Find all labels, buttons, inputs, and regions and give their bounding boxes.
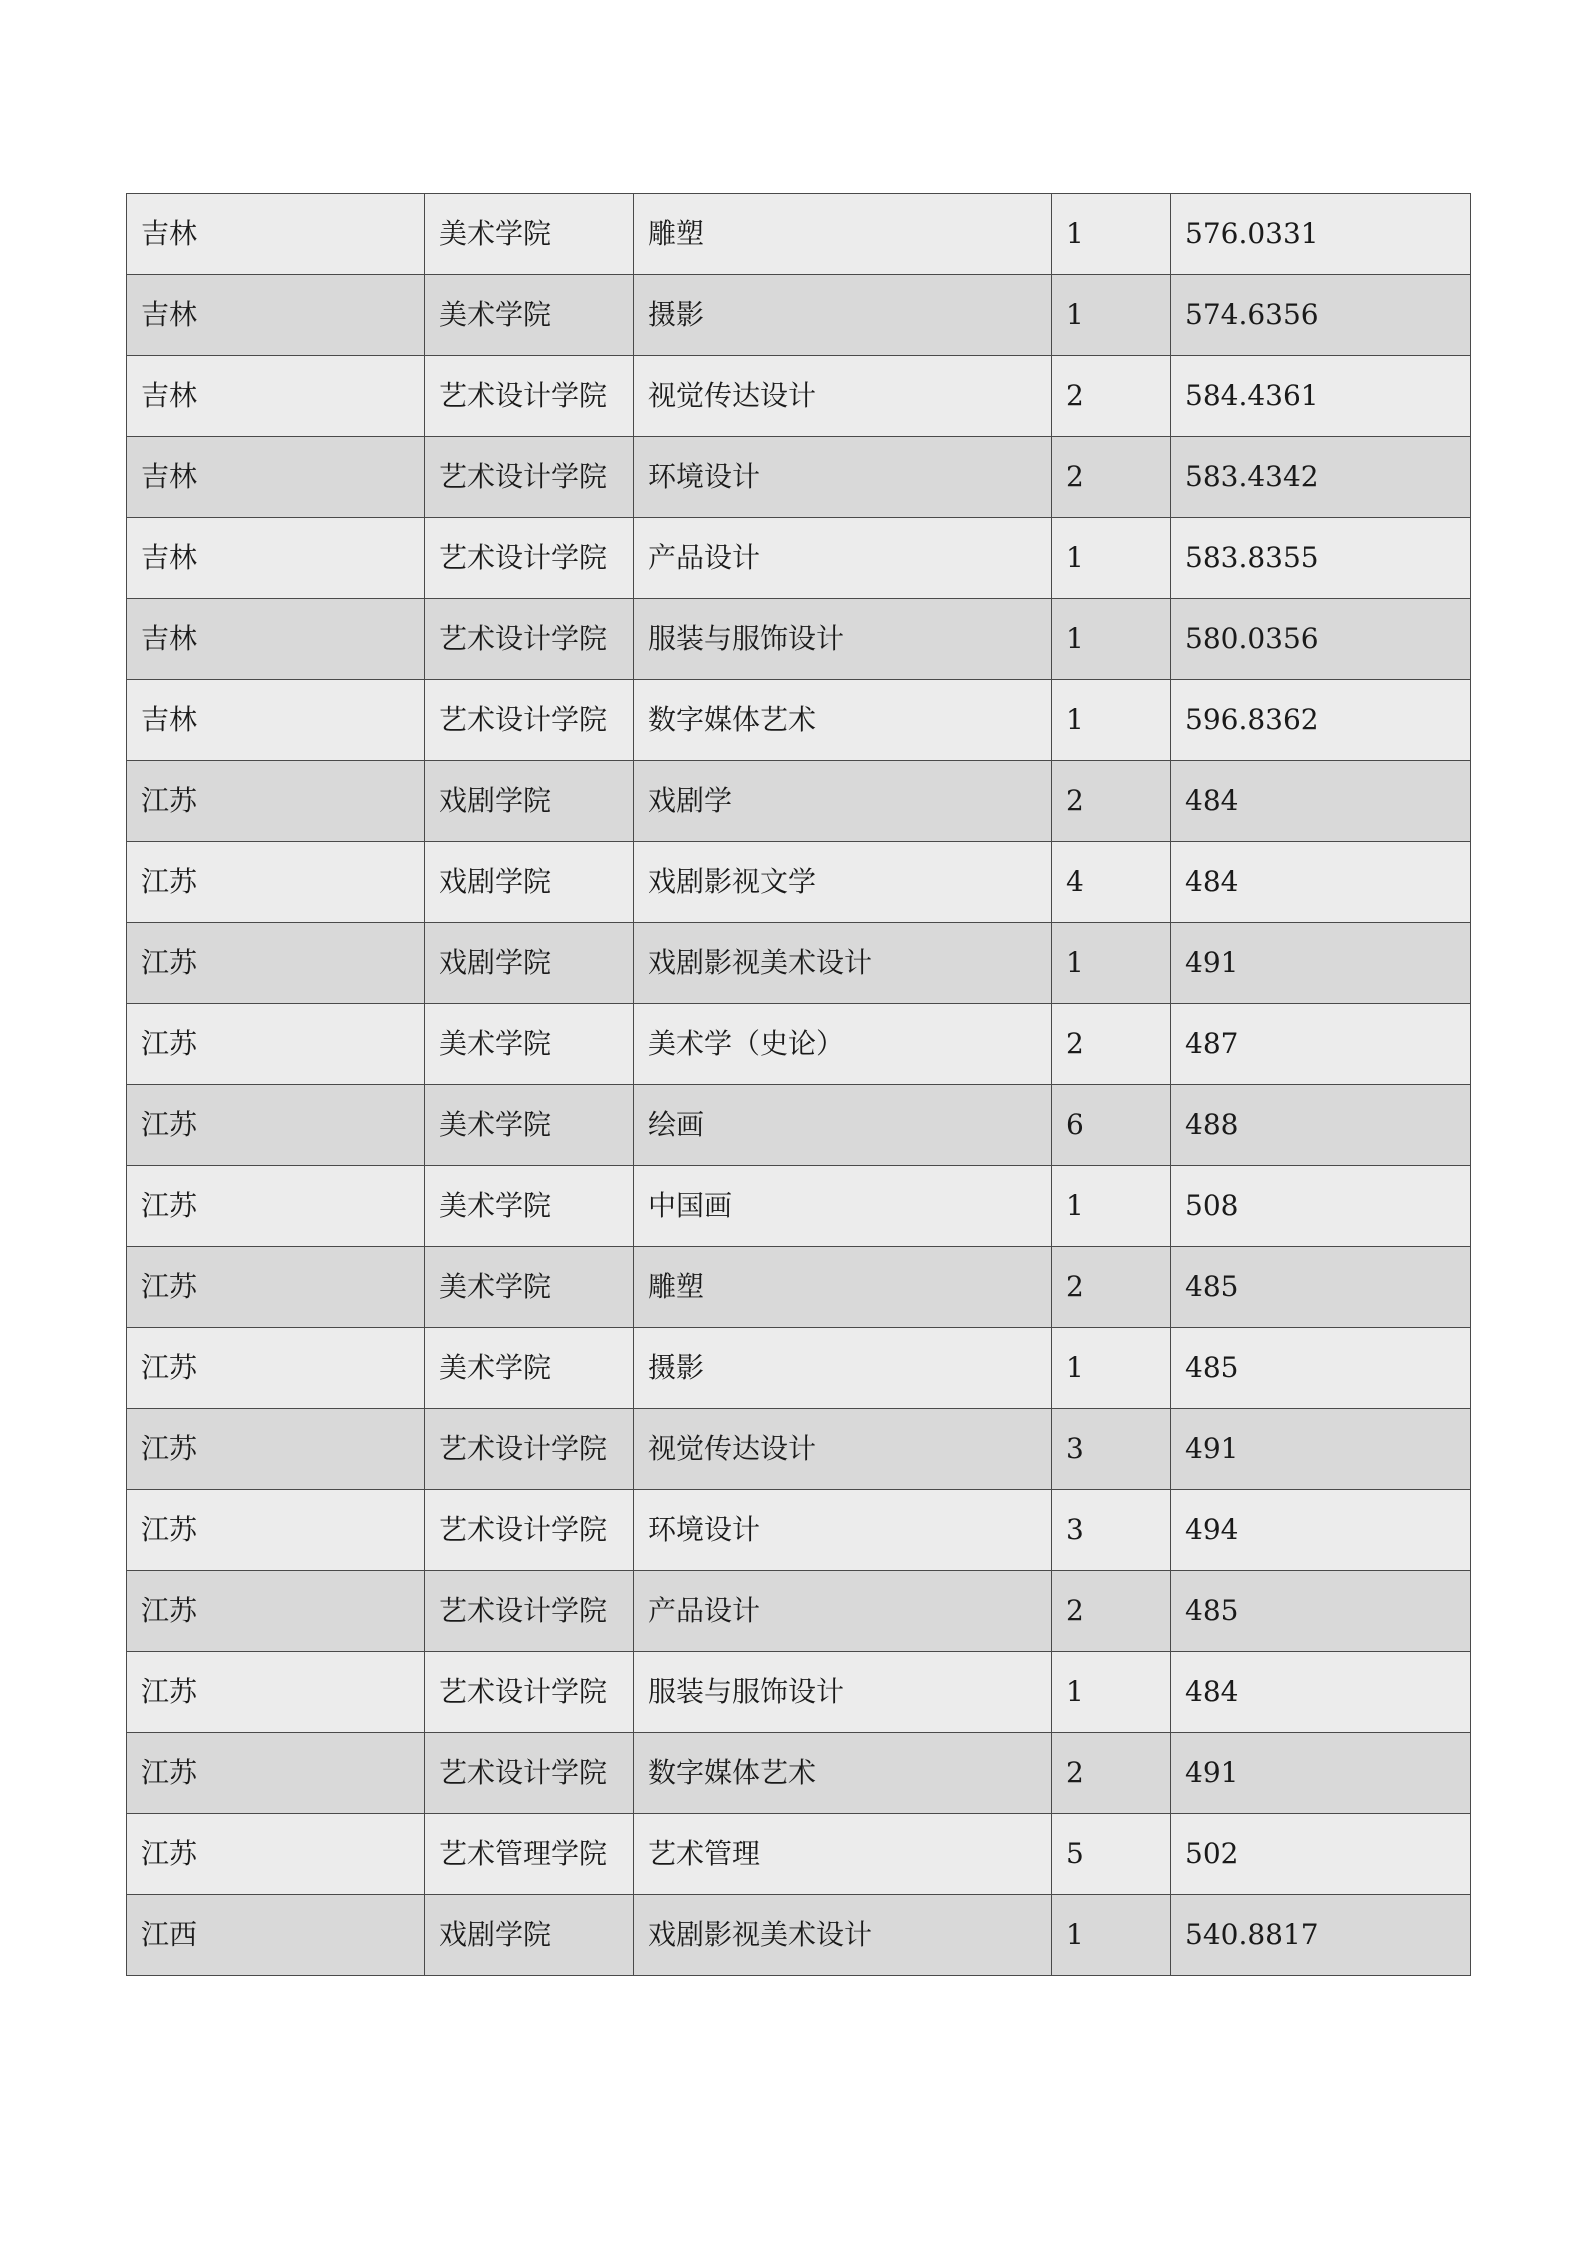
count-cell: 1	[1052, 599, 1171, 680]
province-cell: 江苏	[127, 1814, 425, 1895]
score-cell: 491	[1171, 1733, 1471, 1814]
province-cell: 吉林	[127, 275, 425, 356]
college-cell: 艺术设计学院	[425, 1652, 634, 1733]
college-cell: 艺术设计学院	[425, 1490, 634, 1571]
score-cell: 484	[1171, 1652, 1471, 1733]
table-row	[127, 680, 1471, 761]
province-cell: 江苏	[127, 1247, 425, 1328]
province-cell: 江苏	[127, 1490, 425, 1571]
province-cell: 江苏	[127, 1085, 425, 1166]
province-cell: 吉林	[127, 437, 425, 518]
college-cell: 艺术设计学院	[425, 1409, 634, 1490]
table-row	[127, 923, 1471, 1004]
college-cell: 艺术管理学院	[425, 1814, 634, 1895]
college-cell: 美术学院	[425, 194, 634, 275]
count-cell: 2	[1052, 761, 1171, 842]
count-cell: 3	[1052, 1490, 1171, 1571]
score-cell: 484	[1171, 761, 1471, 842]
count-cell: 1	[1052, 1652, 1171, 1733]
count-cell: 2	[1052, 1004, 1171, 1085]
table-row	[127, 194, 1471, 275]
score-cell: 502	[1171, 1814, 1471, 1895]
table-row	[127, 1085, 1471, 1166]
count-cell: 1	[1052, 680, 1171, 761]
province-cell: 江苏	[127, 1004, 425, 1085]
province-cell: 江苏	[127, 1409, 425, 1490]
college-cell: 美术学院	[425, 1166, 634, 1247]
college-cell: 艺术设计学院	[425, 437, 634, 518]
major-cell: 产品设计	[634, 518, 1052, 599]
province-cell: 吉林	[127, 194, 425, 275]
table-row	[127, 1004, 1471, 1085]
count-cell: 5	[1052, 1814, 1171, 1895]
province-cell: 江苏	[127, 1571, 425, 1652]
major-cell: 中国画	[634, 1166, 1052, 1247]
count-cell: 6	[1052, 1085, 1171, 1166]
count-cell: 4	[1052, 842, 1171, 923]
province-cell: 江苏	[127, 1328, 425, 1409]
major-cell: 环境设计	[634, 437, 1052, 518]
table-row	[127, 599, 1471, 680]
major-cell: 戏剧学	[634, 761, 1052, 842]
score-cell: 485	[1171, 1571, 1471, 1652]
table-row	[127, 1328, 1471, 1409]
major-cell: 数字媒体艺术	[634, 680, 1052, 761]
major-cell: 戏剧影视美术设计	[634, 1895, 1052, 1976]
count-cell: 1	[1052, 1166, 1171, 1247]
major-cell: 艺术管理	[634, 1814, 1052, 1895]
score-cell: 540.8817	[1171, 1895, 1471, 1976]
table-row	[127, 275, 1471, 356]
college-cell: 艺术设计学院	[425, 518, 634, 599]
table-row	[127, 437, 1471, 518]
score-cell: 491	[1171, 1409, 1471, 1490]
college-cell: 美术学院	[425, 1004, 634, 1085]
table-row	[127, 1409, 1471, 1490]
major-cell: 数字媒体艺术	[634, 1733, 1052, 1814]
count-cell: 1	[1052, 194, 1171, 275]
college-cell: 美术学院	[425, 275, 634, 356]
major-cell: 摄影	[634, 275, 1052, 356]
province-cell: 江苏	[127, 1166, 425, 1247]
score-cell: 491	[1171, 923, 1471, 1004]
count-cell: 2	[1052, 1247, 1171, 1328]
count-cell: 2	[1052, 1571, 1171, 1652]
score-cell: 584.4361	[1171, 356, 1471, 437]
table-row	[127, 1733, 1471, 1814]
major-cell: 雕塑	[634, 194, 1052, 275]
table-row	[127, 761, 1471, 842]
table-row	[127, 842, 1471, 923]
count-cell: 3	[1052, 1409, 1171, 1490]
province-cell: 江苏	[127, 761, 425, 842]
count-cell: 2	[1052, 356, 1171, 437]
college-cell: 戏剧学院	[425, 923, 634, 1004]
major-cell: 服装与服饰设计	[634, 599, 1052, 680]
score-cell: 485	[1171, 1247, 1471, 1328]
major-cell: 产品设计	[634, 1571, 1052, 1652]
count-cell: 1	[1052, 923, 1171, 1004]
table-row	[127, 1166, 1471, 1247]
province-cell: 江苏	[127, 842, 425, 923]
major-cell: 视觉传达设计	[634, 1409, 1052, 1490]
major-cell: 环境设计	[634, 1490, 1052, 1571]
major-cell: 雕塑	[634, 1247, 1052, 1328]
table-row	[127, 356, 1471, 437]
count-cell: 1	[1052, 1328, 1171, 1409]
major-cell: 戏剧影视美术设计	[634, 923, 1052, 1004]
college-cell: 美术学院	[425, 1247, 634, 1328]
major-cell: 视觉传达设计	[634, 356, 1052, 437]
college-cell: 美术学院	[425, 1328, 634, 1409]
score-cell: 574.6356	[1171, 275, 1471, 356]
college-cell: 戏剧学院	[425, 1895, 634, 1976]
province-cell: 江苏	[127, 923, 425, 1004]
admission-score-table	[126, 193, 1471, 1976]
count-cell: 1	[1052, 518, 1171, 599]
province-cell: 吉林	[127, 518, 425, 599]
score-cell: 494	[1171, 1490, 1471, 1571]
score-cell: 576.0331	[1171, 194, 1471, 275]
score-cell: 583.8355	[1171, 518, 1471, 599]
count-cell: 2	[1052, 437, 1171, 518]
province-cell: 吉林	[127, 356, 425, 437]
table-row	[127, 1490, 1471, 1571]
score-cell: 484	[1171, 842, 1471, 923]
college-cell: 艺术设计学院	[425, 599, 634, 680]
college-cell: 美术学院	[425, 1085, 634, 1166]
table-row	[127, 1571, 1471, 1652]
score-cell: 580.0356	[1171, 599, 1471, 680]
score-cell: 508	[1171, 1166, 1471, 1247]
province-cell: 吉林	[127, 680, 425, 761]
table-row	[127, 1652, 1471, 1733]
count-cell: 2	[1052, 1733, 1171, 1814]
score-cell: 596.8362	[1171, 680, 1471, 761]
province-cell: 江苏	[127, 1652, 425, 1733]
major-cell: 绘画	[634, 1085, 1052, 1166]
score-cell: 485	[1171, 1328, 1471, 1409]
college-cell: 艺术设计学院	[425, 680, 634, 761]
score-cell: 487	[1171, 1004, 1471, 1085]
count-cell: 1	[1052, 275, 1171, 356]
college-cell: 艺术设计学院	[425, 1571, 634, 1652]
count-cell: 1	[1052, 1895, 1171, 1976]
table-row	[127, 1247, 1471, 1328]
major-cell: 戏剧影视文学	[634, 842, 1052, 923]
college-cell: 艺术设计学院	[425, 1733, 634, 1814]
table-row	[127, 1895, 1471, 1976]
major-cell: 服装与服饰设计	[634, 1652, 1052, 1733]
major-cell: 摄影	[634, 1328, 1052, 1409]
province-cell: 江苏	[127, 1733, 425, 1814]
college-cell: 戏剧学院	[425, 761, 634, 842]
table-body	[127, 194, 1471, 1976]
table-row	[127, 518, 1471, 599]
score-cell: 583.4342	[1171, 437, 1471, 518]
province-cell: 江西	[127, 1895, 425, 1976]
table-row	[127, 1814, 1471, 1895]
college-cell: 戏剧学院	[425, 842, 634, 923]
province-cell: 吉林	[127, 599, 425, 680]
college-cell: 艺术设计学院	[425, 356, 634, 437]
major-cell: 美术学（史论）	[634, 1004, 1052, 1085]
score-cell: 488	[1171, 1085, 1471, 1166]
